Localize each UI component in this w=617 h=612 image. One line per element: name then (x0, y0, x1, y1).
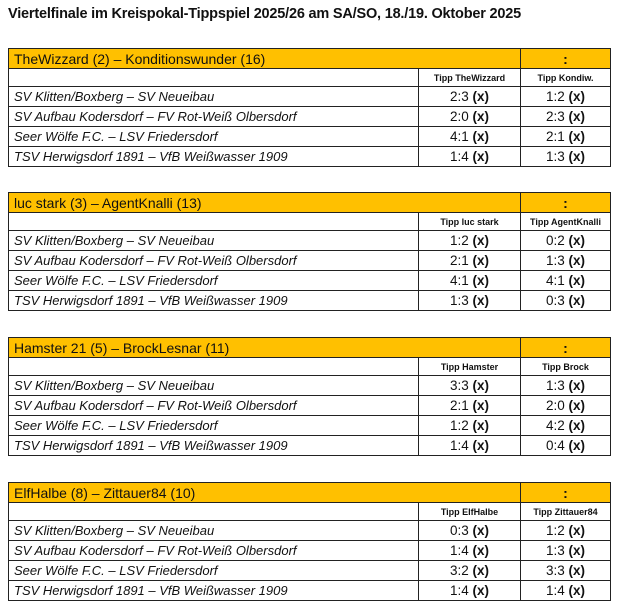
tipp-a-cell (419, 271, 521, 291)
tipp-a-cell (419, 561, 521, 581)
empty-cell (9, 213, 419, 231)
x-mark: (x) (568, 129, 586, 144)
tipp-b-score: 1:2 (545, 89, 565, 104)
table-row (9, 541, 611, 561)
x-mark: (x) (472, 109, 490, 124)
tipp-a-cell (419, 396, 521, 416)
x-mark: (x) (472, 293, 490, 308)
tipp-b-cell (521, 416, 611, 436)
tipp-b-score: 1:3 (545, 253, 565, 268)
x-mark: (x) (568, 563, 586, 578)
tipp-b-score: 1:3 (545, 543, 565, 558)
x-mark: (x) (568, 273, 586, 288)
score-colon: : (521, 338, 611, 358)
tipp-a-cell (419, 127, 521, 147)
x-mark: (x) (568, 109, 586, 124)
tipp-b-score: 1:3 (545, 378, 565, 393)
x-mark: (x) (472, 253, 490, 268)
tipp-a-cell (419, 541, 521, 561)
x-mark: (x) (568, 398, 586, 413)
tipp-a-score: 4:1 (449, 129, 469, 144)
x-mark: (x) (568, 378, 586, 393)
match-name: TSV Herwigsdorf 1891 – VfB Weißwasser 1909 (9, 436, 419, 456)
match-name: SV Klitten/Boxberg – SV Neueibau (9, 231, 419, 251)
tipp-a-score: 1:3 (449, 293, 469, 308)
tipp-b-score: 4:1 (545, 273, 565, 288)
table-row (9, 521, 611, 541)
tipp-b-cell (521, 581, 611, 601)
x-mark: (x) (568, 543, 586, 558)
page-title: Viertelfinale im Kreispokal-Tippspiel 2025/26 am SA/SO, 18./19. Oktober 2025 (8, 6, 521, 22)
x-mark: (x) (568, 233, 586, 248)
tipp-b-score: 2:3 (545, 109, 565, 124)
empty-cell (9, 358, 419, 376)
tipp-a-header: Tipp ElfHalbe (419, 503, 521, 521)
tipp-a-score: 2:1 (449, 398, 469, 413)
duel-heading: Hamster 21 (5) – BrockLesnar (11) (9, 338, 521, 358)
tipp-a-score: 3:2 (449, 563, 469, 578)
x-mark: (x) (472, 438, 490, 453)
x-mark: (x) (568, 293, 586, 308)
match-name: SV Aufbau Kodersdorf – FV Rot-Weiß Olbersdorf (9, 107, 419, 127)
x-mark: (x) (472, 273, 490, 288)
table-row (9, 127, 611, 147)
tipp-b-score: 2:1 (545, 129, 565, 144)
duel-table (8, 192, 611, 311)
tipp-b-score: 1:4 (545, 583, 565, 598)
x-mark: (x) (472, 149, 490, 164)
tipp-a-cell (419, 147, 521, 167)
tipp-a-cell (419, 521, 521, 541)
x-mark: (x) (568, 149, 586, 164)
match-name: SV Aufbau Kodersdorf – FV Rot-Weiß Olbersdorf (9, 251, 419, 271)
table-row (9, 147, 611, 167)
tipp-b-cell (521, 436, 611, 456)
tipp-b-cell (521, 541, 611, 561)
table-row (9, 87, 611, 107)
x-mark: (x) (472, 378, 490, 393)
tipp-a-score: 1:2 (449, 233, 469, 248)
duel-header-row (9, 338, 611, 358)
tipp-a-score: 2:3 (449, 89, 469, 104)
empty-cell (9, 69, 419, 87)
tipp-a-cell (419, 416, 521, 436)
tipp-a-score: 1:2 (449, 418, 469, 433)
tipp-a-cell (419, 231, 521, 251)
tipp-a-score: 0:3 (449, 523, 469, 538)
match-name: Seer Wölfe F.C. – LSV Friedersdorf (9, 127, 419, 147)
tipp-b-header: Tipp Kondiw. (521, 69, 611, 87)
table-row (9, 416, 611, 436)
x-mark: (x) (568, 438, 586, 453)
tipp-b-cell (521, 396, 611, 416)
tipp-a-header: Tipp luc stark (419, 213, 521, 231)
x-mark: (x) (568, 89, 586, 104)
match-name: SV Klitten/Boxberg – SV Neueibau (9, 87, 419, 107)
tipp-a-cell (419, 251, 521, 271)
tipp-a-score: 2:1 (449, 253, 469, 268)
tipp-header-row (9, 503, 611, 521)
duel-heading: luc stark (3) – AgentKnalli (13) (9, 193, 521, 213)
x-mark: (x) (472, 563, 490, 578)
tipp-header-row (9, 358, 611, 376)
tipp-b-score: 1:2 (545, 523, 565, 538)
tipp-a-score: 1:4 (449, 583, 469, 598)
tipp-b-cell (521, 127, 611, 147)
x-mark: (x) (472, 418, 490, 433)
tipp-a-score: 1:4 (449, 438, 469, 453)
duel-table (8, 482, 611, 601)
table-row (9, 107, 611, 127)
match-name: SV Klitten/Boxberg – SV Neueibau (9, 376, 419, 396)
tipp-header-row (9, 213, 611, 231)
match-name: Seer Wölfe F.C. – LSV Friedersdorf (9, 271, 419, 291)
tipp-b-score: 0:2 (545, 233, 565, 248)
tipp-b-header: Tipp Zittauer84 (521, 503, 611, 521)
tipp-b-cell (521, 87, 611, 107)
score-colon: : (521, 49, 611, 69)
tipp-a-cell (419, 87, 521, 107)
tipp-b-cell (521, 271, 611, 291)
x-mark: (x) (568, 523, 586, 538)
tipp-b-cell (521, 376, 611, 396)
x-mark: (x) (568, 253, 586, 268)
x-mark: (x) (472, 543, 490, 558)
match-name: SV Klitten/Boxberg – SV Neueibau (9, 521, 419, 541)
x-mark: (x) (568, 583, 586, 598)
tipp-b-score: 0:3 (545, 293, 565, 308)
tipp-b-score: 4:2 (545, 418, 565, 433)
score-colon: : (521, 483, 611, 503)
duel-table (8, 48, 611, 167)
match-name: SV Aufbau Kodersdorf – FV Rot-Weiß Olbersdorf (9, 541, 419, 561)
tipp-b-cell (521, 251, 611, 271)
tipp-b-header: Tipp Brock (521, 358, 611, 376)
table-row (9, 376, 611, 396)
tipp-b-cell (521, 291, 611, 311)
tipp-b-score: 0:4 (545, 438, 565, 453)
x-mark: (x) (568, 418, 586, 433)
duel-table (8, 337, 611, 456)
match-name: Seer Wölfe F.C. – LSV Friedersdorf (9, 561, 419, 581)
tipp-header-row (9, 69, 611, 87)
tipp-b-header: Tipp AgentKnalli (521, 213, 611, 231)
tipp-a-score: 2:0 (449, 109, 469, 124)
match-name: Seer Wölfe F.C. – LSV Friedersdorf (9, 416, 419, 436)
match-name: TSV Herwigsdorf 1891 – VfB Weißwasser 1909 (9, 581, 419, 601)
tipp-b-cell (521, 521, 611, 541)
x-mark: (x) (472, 583, 490, 598)
duel-header-row (9, 483, 611, 503)
match-name: SV Aufbau Kodersdorf – FV Rot-Weiß Olbersdorf (9, 396, 419, 416)
score-colon: : (521, 193, 611, 213)
tipp-b-cell (521, 107, 611, 127)
tipp-a-header: Tipp TheWizzard (419, 69, 521, 87)
table-row (9, 251, 611, 271)
tipp-a-cell (419, 376, 521, 396)
tipp-a-score: 1:4 (449, 543, 469, 558)
tipp-a-score: 4:1 (449, 273, 469, 288)
x-mark: (x) (472, 523, 490, 538)
tipp-b-score: 2:0 (545, 398, 565, 413)
match-name: TSV Herwigsdorf 1891 – VfB Weißwasser 1909 (9, 147, 419, 167)
tipp-b-cell (521, 147, 611, 167)
x-mark: (x) (472, 129, 490, 144)
tipp-a-cell (419, 436, 521, 456)
x-mark: (x) (472, 89, 490, 104)
x-mark: (x) (472, 233, 490, 248)
table-row (9, 291, 611, 311)
table-row (9, 561, 611, 581)
empty-cell (9, 503, 419, 521)
table-row (9, 231, 611, 251)
tipp-b-cell (521, 561, 611, 581)
table-row (9, 581, 611, 601)
tipp-a-cell (419, 107, 521, 127)
table-row (9, 436, 611, 456)
tipp-a-cell (419, 581, 521, 601)
duel-header-row (9, 49, 611, 69)
match-name: TSV Herwigsdorf 1891 – VfB Weißwasser 1909 (9, 291, 419, 311)
tipp-a-header: Tipp Hamster (419, 358, 521, 376)
duel-heading: ElfHalbe (8) – Zittauer84 (10) (9, 483, 521, 503)
tipp-b-cell (521, 231, 611, 251)
tipp-a-score: 1:4 (449, 149, 469, 164)
duel-header-row (9, 193, 611, 213)
duel-heading: TheWizzard (2) – Konditionswunder (16) (9, 49, 521, 69)
table-row (9, 271, 611, 291)
tipp-a-score: 3:3 (449, 378, 469, 393)
table-row (9, 396, 611, 416)
x-mark: (x) (472, 398, 490, 413)
tipp-b-score: 3:3 (545, 563, 565, 578)
tipp-b-score: 1:3 (545, 149, 565, 164)
tipp-a-cell (419, 291, 521, 311)
